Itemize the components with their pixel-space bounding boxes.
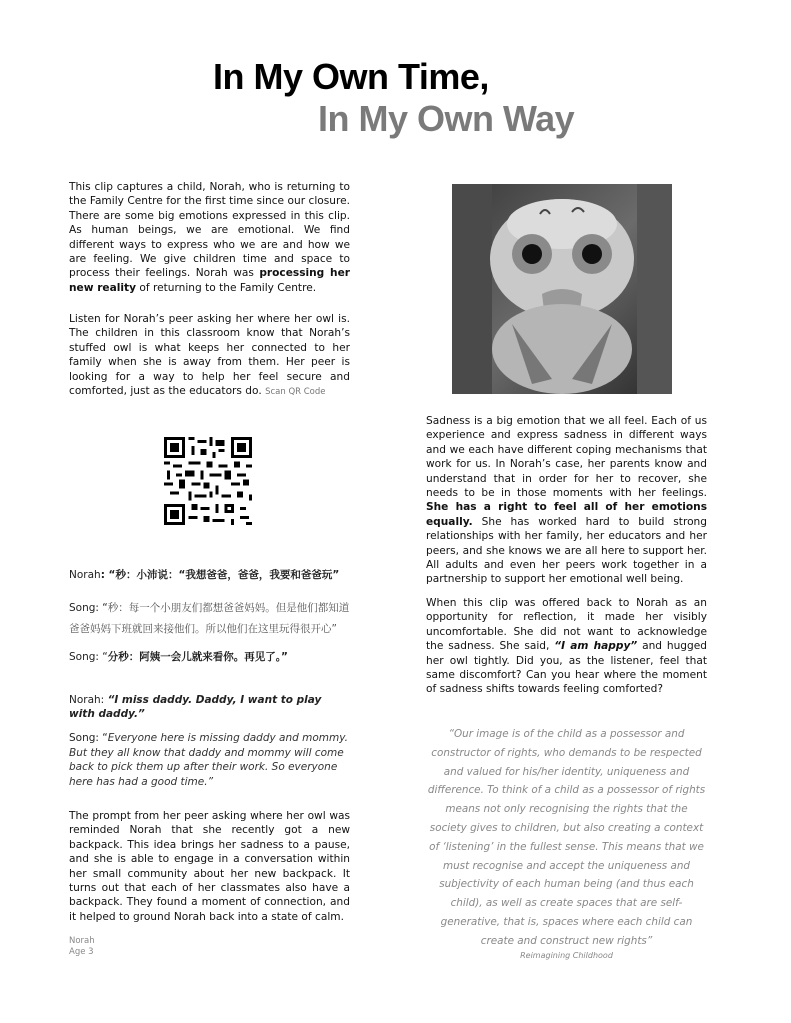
norah-english-text: “I miss daddy. Daddy, I want to play with daddy.” — [69, 694, 322, 720]
song-label-2: Song: “ — [69, 651, 108, 663]
rights-quote: “Our image is of the child as a possessor and constructor of rights, who demands to be respected and valued for his/her identity, uniqueness and difference. To think of a child as a possessor of rights means not only recognising the rights that the society gives to children, but also creating a context of ‘listening’ in the fullest sense. This means that we must recognise and accept the uniqueness and subjectivity of each human being (and thus each child), as well as create spaces that are self-generative, that is, spaces where each child can create and construct new rights” — [427, 728, 706, 947]
sadness-bold: She has a right to feel all of her emotions equally. — [426, 501, 707, 528]
footer-name: Norah — [69, 936, 95, 946]
song-label: Song: “ — [69, 602, 108, 614]
backpack-paragraph — [69, 809, 350, 924]
intro-bold: processing her new reality — [69, 267, 350, 294]
reflection-text: When this clip was offered back to Norah as an opportunity for reflection, it made her visibly uncomfortable. She did not want to acknowledge the sadness. She said, — [426, 597, 707, 653]
intro-paragraph — [69, 180, 350, 295]
song-chinese-line-1 — [69, 598, 350, 640]
song-english-line — [69, 731, 350, 789]
peer-paragraph — [69, 312, 350, 399]
peer-text: Listen for Norah’s peer asking her where her owl is. The children in this classroom know that Norah’s stuffed owl is what keeps her connected to her family when she is away from them. Her peer is looking for a way to help her feel secure and comforted, just as the educators do. — [69, 313, 350, 398]
intro-text: This clip captures a child, Norah, who is returning to the Family Centre for the first time since our closure. There are some big emotions expressed in this clip. As human beings, we are emotional. We find different ways to express who we are and how we are feeling. We give children time and space to process their feelings. Norah was — [69, 181, 350, 280]
song-english-text: Everyone here is missing daddy and mommy. But they all know that daddy and mommy will come back to pick them up after their work. So everyone here has had a good time.” — [69, 732, 348, 788]
backpack-text: The prompt from her peer asking where her owl was reminded Norah that she recently got a new backpack. This idea brings her sadness to a pause, and she is able to engage in a conversation within her small community about her new backpack. It turns out that each of her classmates also have a backpack. They found a moment of connection, and it helped to ground Norah back into a state of calm. — [69, 810, 350, 923]
sadness-paragraph — [426, 414, 707, 587]
qr-code-icon[interactable] — [164, 437, 252, 525]
norah-label: Norah — [69, 569, 101, 581]
song-chinese-text-1: 秒：每一个小朋友们都想爸爸妈妈。但是他们都知道爸爸妈妈下班就回来接他们。所以他们在这里玩得很开心” — [69, 602, 350, 635]
intro-text-end: of returning to the Family Centre. — [136, 281, 317, 294]
owl-photo — [452, 184, 672, 394]
sadness-text: Sadness is a big emotion that we all feel. Each of us experience and express sadness in different ways and we each have different coping mechanisms that work for us. In Norah’s case, her parents know and understand that in order for her to recover, she needs to be in those moments with her feelings. — [426, 415, 707, 500]
song-chinese-line-2 — [69, 650, 288, 664]
page-title-line2: In My Own Way — [318, 98, 575, 139]
reflection-quote: “I am happy” — [554, 640, 638, 653]
quote-source: Reimagining Childhood — [520, 951, 613, 960]
page-title-line1: In My Own Time, — [213, 56, 489, 97]
norah-en-label: Norah: — [69, 694, 108, 706]
reflection-paragraph — [426, 596, 707, 697]
song-chinese-text-2: 分秒：阿姨一会儿就来看你。再见了。” — [107, 651, 288, 663]
reflection-text-end: and hugged her owl tightly. Did you, as the listener, feel that same discomfort? Can you hear where the moment of sadness shifts towards feeling comforted? — [426, 640, 707, 696]
qr-note: Scan QR Code — [265, 387, 326, 398]
norah-english-line — [69, 693, 350, 721]
footer-age: Age 3 — [69, 947, 94, 957]
song-en-label: Song: “ — [69, 732, 108, 744]
sadness-text-end: She has worked hard to build strong relationships with her family, her educators and her peers, and she knows we are all here to support her. All adults and even her peers work together in a partnership to support her emotional well being. — [426, 515, 707, 586]
footer-caption — [69, 936, 95, 958]
norah-chinese-text: : “秒：小沛说：“我想爸爸，爸爸，我要和爸爸玩” — [100, 569, 340, 581]
norah-chinese-line — [69, 568, 339, 582]
